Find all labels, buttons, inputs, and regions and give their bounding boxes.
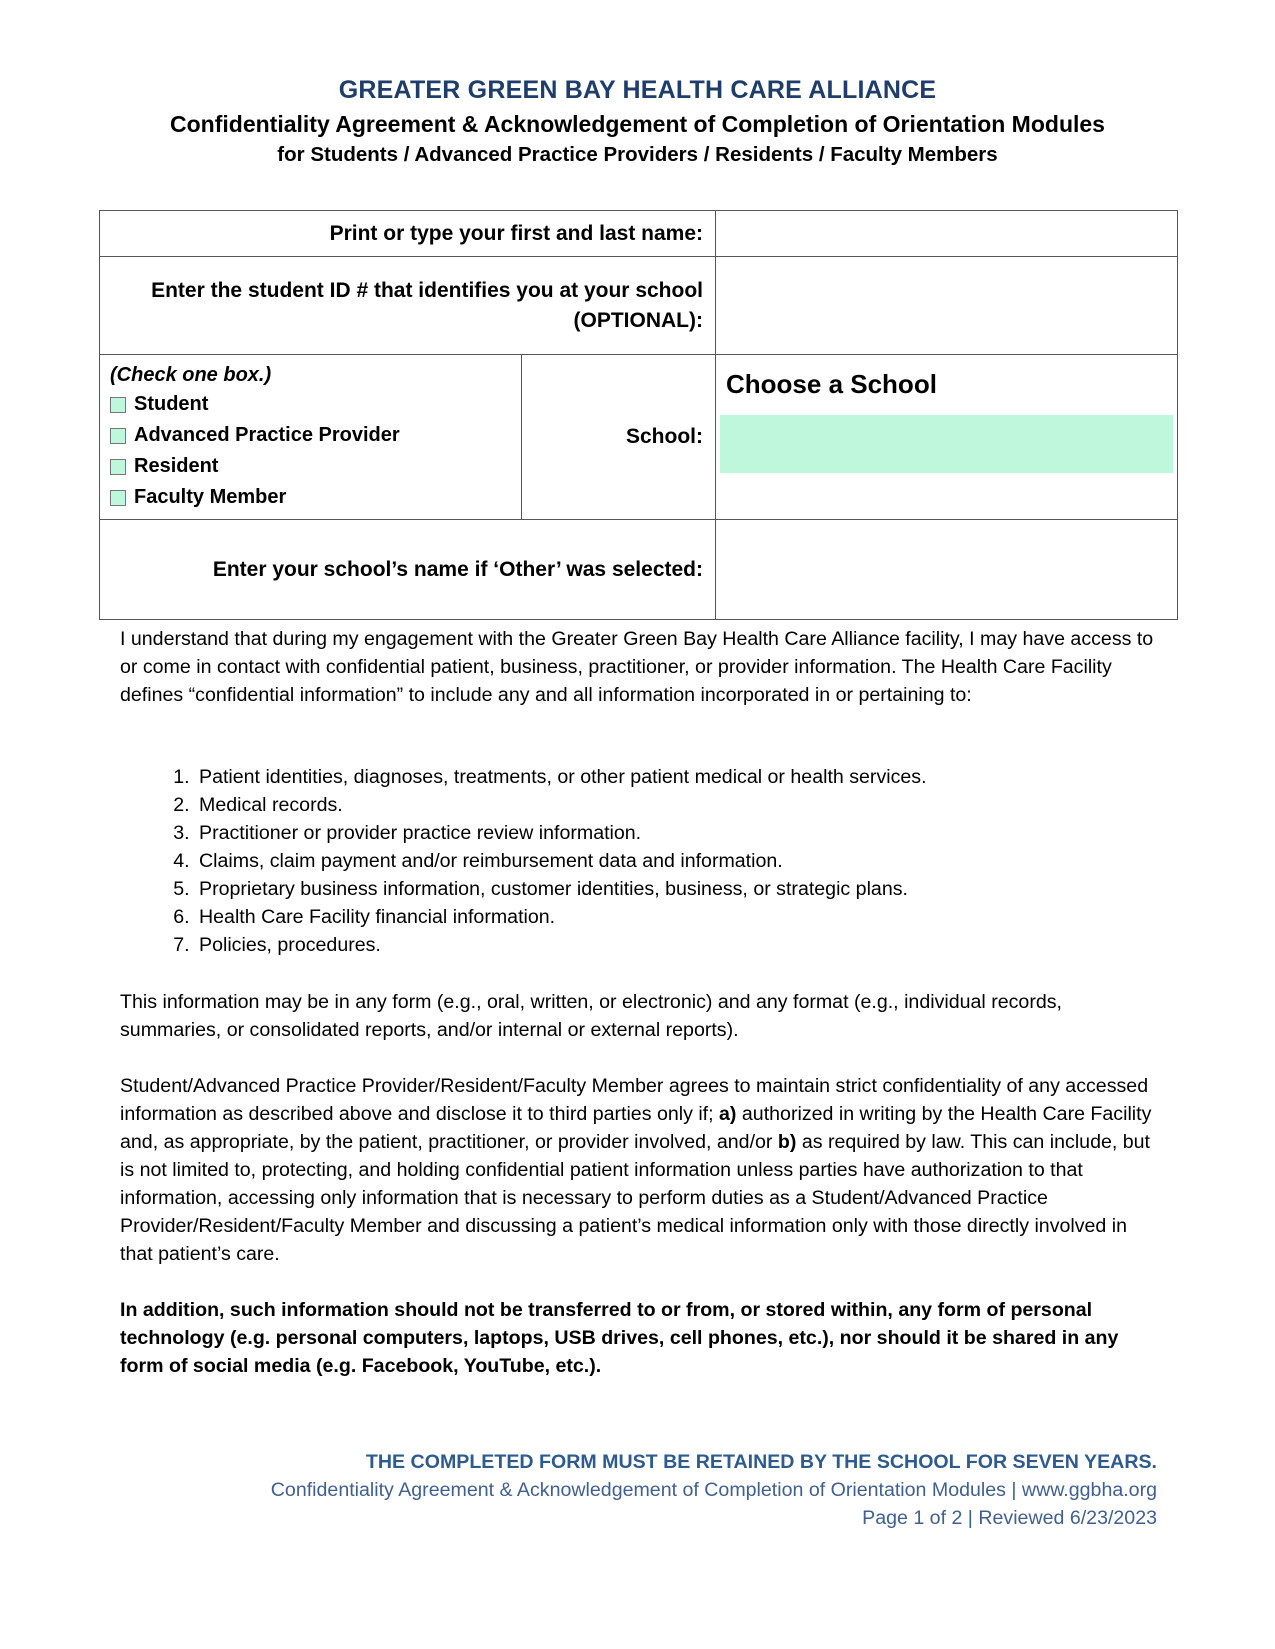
student-id-label-line1: Enter the student ID # that identifies you at your school — [151, 278, 703, 302]
role-label-advanced-practice-provider: Advanced Practice Provider — [134, 424, 400, 446]
form-title: Confidentiality Agreement & Acknowledgement of Completion of Orientation Modules — [170, 111, 1105, 137]
agreement-marker-b: b) — [777, 1131, 797, 1153]
other-school-field-cell — [716, 520, 1178, 620]
school-select-fill[interactable] — [720, 415, 1173, 473]
school-label: School: — [522, 355, 716, 520]
list-item: 2. Medical records. — [195, 791, 1175, 819]
organization-title: GREATER GREEN BAY HEALTH CARE ALLIANCE — [338, 76, 937, 104]
list-item: 4. Claims, claim payment and/or reimbursement data and information. — [195, 847, 1175, 875]
role-option-advanced-practice-provider[interactable] — [110, 420, 511, 451]
role-option-faculty-member[interactable] — [110, 482, 511, 513]
name-field-cell — [716, 211, 1178, 257]
school-select[interactable]: Choose a School — [726, 369, 937, 399]
student-id-label — [100, 257, 716, 355]
checkbox-student[interactable] — [110, 397, 126, 413]
footer-document-line: Confidentiality Agreement & Acknowledgement of Completion of Orientation Modules | www.ggbha.org — [270, 1479, 1157, 1501]
list-item: 7. Policies, procedures. — [195, 931, 1175, 959]
checkbox-faculty-member[interactable] — [110, 490, 126, 506]
agreement-marker-a: a) — [719, 1103, 737, 1125]
role-hint: (Check one box.) — [110, 364, 272, 386]
list-item: 3. Practitioner or provider practice review information. — [195, 819, 1175, 847]
role-label-student: Student — [134, 393, 209, 415]
confidential-info-list — [153, 763, 1175, 959]
forms-paragraph: This information may be in any form (e.g., oral, written, or electronic) and any format (e.g., individual records, summaries, or consolidated reports, and/or internal or external reports). — [120, 991, 1062, 1041]
intro-paragraph: I understand that during my engagement with the Greater Green Bay Health Care Alliance facility, I may have access to or come in contact with confidential patient, business, practitioner, or provider information. The Health Care Facility defines “confidential information” to include any and all information incorporated in or pertaining to: — [120, 628, 1154, 706]
name-label: Print or type your first and last name: — [100, 211, 716, 257]
technology-warning-paragraph: In addition, such information should not be transferred to or from, or stored within, any form of personal technology (e.g. personal computers, laptops, USB drives, cell phones, etc.), nor should it be shared in any form of social media (e.g. Facebook, YouTube, etc.). — [120, 1299, 1119, 1377]
retention-notice: THE COMPLETED FORM MUST BE RETAINED BY THE SCHOOL FOR SEVEN YEARS. — [365, 1451, 1157, 1473]
registration-form-table — [99, 210, 1178, 620]
student-id-label-line2: (OPTIONAL): — [573, 308, 703, 332]
agreement-paragraph — [120, 1072, 1160, 1268]
form-subtitle: for Students / Advanced Practice Providers / Residents / Faculty Members — [277, 143, 998, 166]
school-field-cell — [716, 355, 1178, 520]
agreement-text-1: Student/Advanced Practice Provider/Resident/Faculty Member agrees to maintain strict confidentiality of any accessed information as described above and disclose it to third parties only if; — [120, 1075, 1149, 1125]
checkbox-advanced-practice-provider[interactable] — [110, 428, 126, 444]
agreement-text-3: as required by law. This can include, but is not limited to, protecting, and holding confidential patient information unless parties have authorization to that information, accessing only information that is necessary to perform duties as a Student/Advanced Practice Provider/Resident/Faculty Member and discussing a patient’s medical information only with those directly involved in that patient’s care. — [120, 1131, 1150, 1265]
list-item: 5. Proprietary business information, customer identities, business, or strategic plans. — [195, 875, 1175, 903]
list-item: 1. Patient identities, diagnoses, treatments, or other patient medical or health services. — [195, 763, 1175, 791]
role-option-student[interactable] — [110, 389, 511, 420]
role-label-resident: Resident — [134, 455, 219, 477]
list-item: 6. Health Care Facility financial information. — [195, 903, 1175, 931]
document-header — [0, 74, 1275, 170]
role-selection — [100, 355, 522, 520]
footer-page-line: Page 1 of 2 | Reviewed 6/23/2023 — [862, 1507, 1157, 1529]
role-label-faculty-member: Faculty Member — [134, 486, 287, 508]
agreement-text-2: authorized in writing by the Health Care Facility and, as appropriate, by the patient, practitioner, or provider involved, and/or — [120, 1103, 1152, 1153]
role-option-resident[interactable] — [110, 451, 511, 482]
other-school-label: Enter your school’s name if ‘Other’ was selected: — [100, 520, 716, 620]
checkbox-resident[interactable] — [110, 459, 126, 475]
student-id-field-cell — [716, 257, 1178, 355]
